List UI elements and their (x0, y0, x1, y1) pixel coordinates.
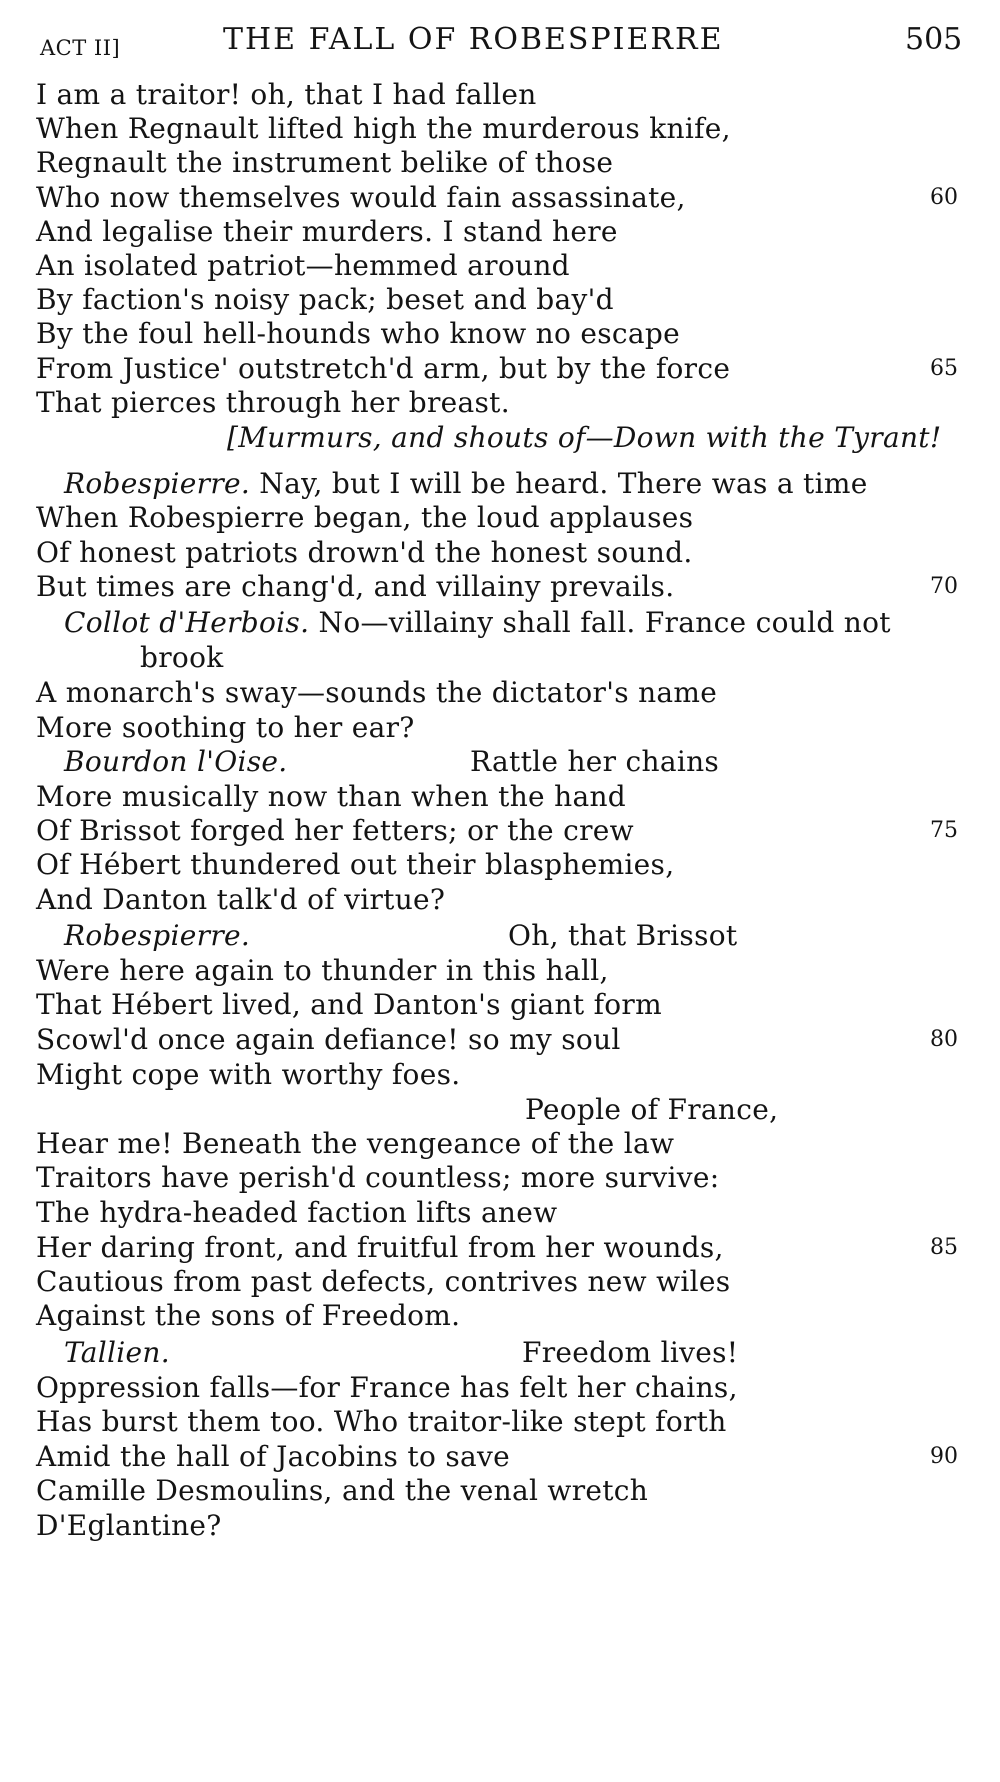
verse-line: More soothing to her ear? (36, 711, 415, 744)
speaker-name: Robespierre. (64, 467, 251, 500)
verse-line: When Robespierre began, the loud applauses (36, 501, 694, 534)
verse-line: Scowl'd once again defiance! so my soul (36, 1023, 621, 1056)
verse-line: And legalise their murders. I stand here (36, 215, 618, 248)
line-number: 85 (930, 1235, 958, 1260)
act-label: ACT II] (40, 36, 121, 60)
verse-line: People of France, (525, 1093, 779, 1126)
speaker-name: Collot d'Herbois. (64, 606, 310, 639)
verse-line: Might cope with worthy foes. (36, 1058, 461, 1091)
speaker-name: Tallien. (64, 1336, 170, 1369)
verse-line-continuation: brook (140, 641, 224, 674)
verse-line: The hydra-headed faction lifts anew (36, 1196, 558, 1229)
running-title: THE FALL OF ROBESPIERRE (223, 22, 724, 57)
verse-line: Cautious from past defects, contrives new wiles (36, 1265, 731, 1298)
verse-line: From Justice' outstretch'd arm, but by the force (36, 352, 731, 385)
verse-line: Oppression falls—for France has felt her chains, (36, 1371, 738, 1404)
verse-line: By faction's noisy pack; beset and bay'd (36, 283, 614, 316)
verse-line: Of honest patriots drown'd the honest sound. (36, 536, 693, 569)
verse-line: That pierces through her breast. (36, 386, 510, 419)
verse-line: A monarch's sway—sounds the dictator's name (36, 676, 718, 709)
verse-line: I am a traitor! oh, that I had fallen (36, 78, 537, 111)
verse-line: Of Brissot forged her fetters; or the crew (36, 814, 634, 847)
line-number: 70 (930, 574, 958, 599)
verse-line: More musically now than when the hand (36, 780, 627, 813)
verse-line: Of Hébert thundered out their blasphemies, (36, 848, 675, 881)
line-number: 60 (930, 185, 958, 210)
verse-line: Freedom lives! (522, 1336, 739, 1369)
verse-line: When Regnault lifted high the murderous knife, (36, 112, 731, 145)
verse-line: Hear me! Beneath the vengeance of the law (36, 1127, 675, 1160)
verse-line: Traitors have perish'd countless; more survive: (36, 1161, 720, 1194)
verse-line: D'Eglantine? (36, 1509, 222, 1542)
running-header (0, 22, 1000, 62)
verse-line: Against the sons of Freedom. (36, 1299, 461, 1332)
verse-line: And Danton talk'd of virtue? (36, 883, 446, 916)
line-number: 80 (930, 1027, 958, 1052)
speech-line: Collot d'Herbois. No—villainy shall fall. France could not (64, 606, 891, 639)
verse-line: But times are chang'd, and villainy prevails. (36, 570, 675, 603)
speaker-name: Bourdon l'Oise. (64, 745, 288, 778)
verse-line: Were here again to thunder in this hall, (36, 954, 609, 987)
stage-direction: [Murmurs, and shouts of—Down with the Tyrant! (227, 421, 942, 454)
speaker-name: Robespierre. (64, 919, 251, 952)
verse-line: That Hébert lived, and Danton's giant form (36, 988, 662, 1021)
verse-line: Who now themselves would fain assassinate, (36, 181, 686, 214)
verse-line: Her daring front, and fruitful from her wounds, (36, 1231, 724, 1264)
verse-line: Amid the hall of Jacobins to save (36, 1440, 510, 1473)
verse-line: An isolated patriot—hemmed around (36, 249, 570, 282)
verse-line: By the foul hell-hounds who know no escape (36, 317, 680, 350)
verse-line: Has burst them too. Who traitor-like stept forth (36, 1405, 727, 1438)
verse-line: Regnault the instrument belike of those (36, 146, 614, 179)
verse-line: Camille Desmoulins, and the venal wretch (36, 1474, 649, 1507)
line-number: 65 (930, 356, 958, 381)
line-number: 90 (930, 1444, 958, 1469)
verse-line: Oh, that Brissot (508, 919, 738, 952)
speech-line: Robespierre. Nay, but I will be heard. There was a time (64, 467, 868, 500)
page-number: 505 (905, 22, 963, 57)
line-number: 75 (930, 818, 958, 843)
verse-line: Rattle her chains (470, 745, 720, 778)
